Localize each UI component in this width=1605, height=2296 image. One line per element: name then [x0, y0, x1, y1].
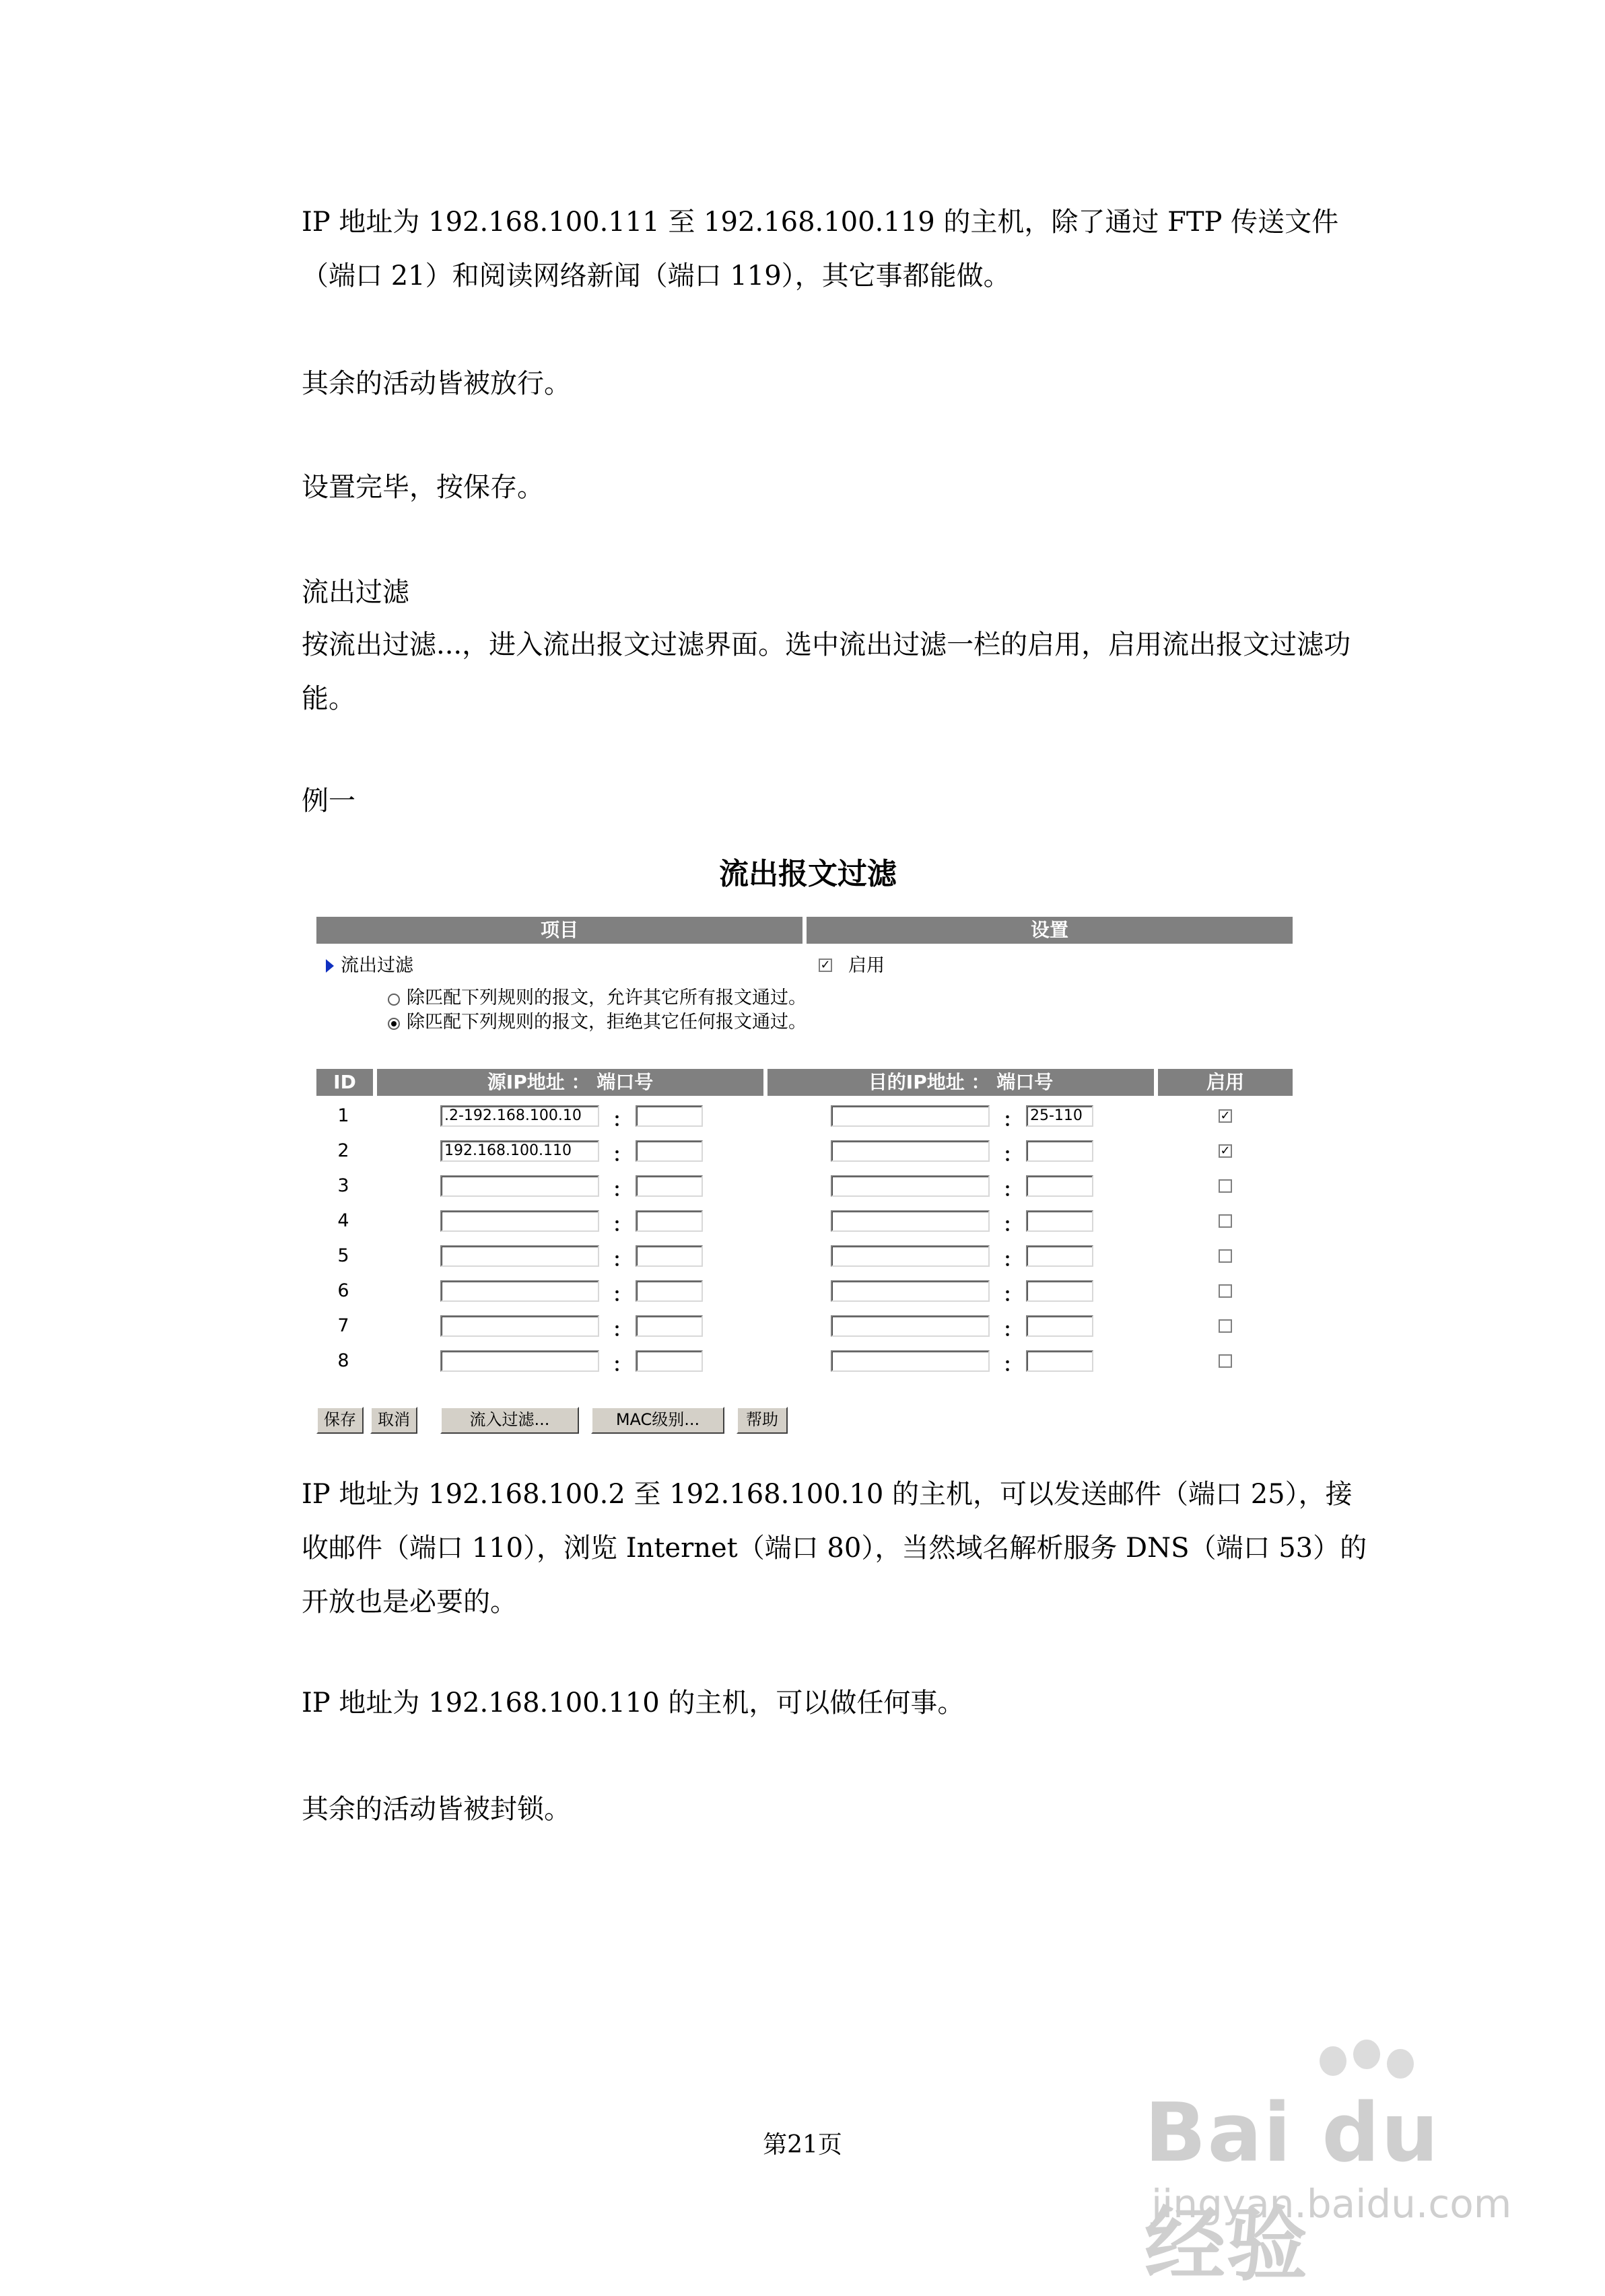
src-port-input[interactable] — [636, 1105, 703, 1127]
dst-ip-input[interactable] — [831, 1210, 990, 1232]
dst-port-input[interactable] — [1026, 1350, 1093, 1372]
row-enable-checkbox[interactable] — [1219, 1179, 1232, 1193]
colon: ： — [1003, 1249, 1023, 1271]
colon: ： — [1003, 1319, 1023, 1341]
col-enable: 启用 — [1158, 1069, 1293, 1096]
src-port-input[interactable] — [636, 1280, 703, 1302]
row-enable-checkbox[interactable]: ✓ — [1219, 1109, 1232, 1123]
colon: ： — [613, 1144, 632, 1166]
colon: ： — [613, 1284, 632, 1306]
src-port-input[interactable] — [636, 1175, 703, 1197]
paragraph-7: IP 地址为 192.168.100.110 的主机，可以做任何事。 — [302, 1688, 965, 1718]
page-number: 第21页 — [763, 2131, 842, 2159]
section-heading-outbound-filter: 流出过滤 — [302, 577, 409, 608]
row-id: 5 — [337, 1245, 349, 1266]
dst-ip-input[interactable] — [831, 1105, 990, 1127]
dst-ip-input[interactable] — [831, 1315, 990, 1337]
paragraph-2: 其余的活动皆被放行。 — [302, 368, 571, 399]
src-ip-input[interactable] — [440, 1175, 599, 1197]
dst-ip-input[interactable] — [831, 1175, 990, 1197]
dst-port-input[interactable] — [1026, 1280, 1093, 1302]
colon: ： — [613, 1179, 632, 1201]
header-setting: 设置 — [807, 917, 1293, 944]
dst-port-input[interactable] — [1026, 1315, 1093, 1337]
paragraph-6: IP 地址为 192.168.100.2 至 192.168.100.10 的主机，可以发送邮件（端口 25），接收邮件（端口 110），浏览 Internet（端口 80），当然域名解析服务 DNS（端口 53）的开放也是必要的。 — [302, 1479, 1367, 1617]
src-port-input[interactable] — [636, 1315, 703, 1337]
col-destination: 目的IP地址 ： 端口号 — [767, 1069, 1154, 1096]
dst-port-input[interactable] — [1026, 1140, 1093, 1162]
src-ip-input[interactable] — [440, 1210, 599, 1232]
mac-level-button[interactable]: MAC级别... — [591, 1407, 724, 1434]
colon: ： — [1003, 1214, 1023, 1236]
colon: ： — [1003, 1109, 1023, 1131]
colon: ： — [613, 1214, 632, 1236]
row-enable-checkbox[interactable] — [1219, 1214, 1232, 1228]
paw-icon — [1387, 2049, 1414, 2079]
colon: ： — [613, 1354, 632, 1376]
colon: ： — [613, 1319, 632, 1341]
baidu-watermark — [1145, 2046, 1522, 2292]
colon: ： — [613, 1249, 632, 1271]
row-id: 2 — [337, 1140, 349, 1161]
src-ip-input[interactable] — [440, 1245, 599, 1267]
enable-label: 启用 — [848, 955, 885, 976]
dst-port-input[interactable] — [1026, 1245, 1093, 1267]
enable-checkbox[interactable]: ✓ — [819, 959, 832, 972]
src-port-input[interactable] — [636, 1140, 703, 1162]
cancel-button[interactable]: 取消 — [370, 1407, 417, 1434]
dst-ip-input[interactable] — [831, 1140, 990, 1162]
col-source: 源IP地址 ： 端口号 — [377, 1069, 763, 1096]
dst-port-input[interactable] — [1026, 1175, 1093, 1197]
paw-icon — [1353, 2040, 1380, 2069]
colon: ： — [1003, 1179, 1023, 1201]
src-ip-input[interactable] — [440, 1350, 599, 1372]
colon: ： — [1003, 1284, 1023, 1306]
radio-deny-label: 除匹配下列规则的报文，拒绝其它任何报文通过。 — [407, 1012, 807, 1033]
arrow-icon — [326, 959, 334, 973]
header-item: 项目 — [316, 917, 802, 944]
save-button[interactable]: 保存 — [316, 1407, 364, 1434]
colon: ： — [1003, 1144, 1023, 1166]
src-ip-input[interactable]: .2-192.168.100.10 — [440, 1105, 599, 1127]
inbound-filter-button[interactable]: 流入过滤... — [440, 1407, 579, 1434]
row-enable-checkbox[interactable] — [1219, 1249, 1232, 1263]
watermark-logo: Bai du 经验 — [1145, 2087, 1440, 2292]
row-enable-checkbox[interactable] — [1219, 1284, 1232, 1298]
src-ip-input[interactable] — [440, 1315, 599, 1337]
example-label: 例一 — [302, 786, 355, 816]
colon: ： — [613, 1109, 632, 1131]
dst-ip-input[interactable] — [831, 1245, 990, 1267]
ui-title: 流出报文过滤 — [719, 857, 897, 891]
paragraph-8: 其余的活动皆被封锁。 — [302, 1794, 571, 1825]
row-id: 4 — [337, 1210, 349, 1231]
src-ip-input[interactable]: 192.168.100.110 — [440, 1140, 599, 1162]
row-enable-checkbox[interactable] — [1219, 1319, 1232, 1333]
dst-ip-input[interactable] — [831, 1350, 990, 1372]
src-port-input[interactable] — [636, 1245, 703, 1267]
src-ip-input[interactable] — [440, 1280, 599, 1302]
dst-ip-input[interactable] — [831, 1280, 990, 1302]
row-id: 1 — [337, 1105, 349, 1126]
filter-label: 流出过滤 — [341, 955, 413, 976]
src-port-input[interactable] — [636, 1210, 703, 1232]
row-id: 6 — [337, 1280, 349, 1301]
row-enable-checkbox[interactable]: ✓ — [1219, 1144, 1232, 1158]
radio-allow-label: 除匹配下列规则的报文，允许其它所有报文通过。 — [407, 987, 807, 1008]
dst-port-input[interactable] — [1026, 1210, 1093, 1232]
row-id: 3 — [337, 1175, 349, 1196]
radio-allow[interactable] — [388, 994, 400, 1006]
paragraph-1: IP 地址为 192.168.100.111 至 192.168.100.119 的主机，除了通过 FTP 传送文件（端口 21）和阅读网络新闻（端口 119），其它事都能做。 — [302, 207, 1339, 291]
watermark-url: jingyan.baidu.com — [1151, 2181, 1512, 2227]
col-id: ID — [316, 1069, 373, 1096]
src-port-input[interactable] — [636, 1350, 703, 1372]
paragraph-4: 按流出过滤...，进入流出报文过滤界面。选中流出过滤一栏的启用，启用流出报文过滤功能。 — [302, 629, 1351, 714]
row-enable-checkbox[interactable] — [1219, 1354, 1232, 1368]
radio-deny[interactable] — [388, 1018, 400, 1030]
row-id: 7 — [337, 1315, 349, 1336]
colon: ： — [1003, 1354, 1023, 1376]
dst-port-input[interactable]: 25-110 — [1026, 1105, 1093, 1127]
paragraph-3: 设置完毕，按保存。 — [302, 472, 544, 503]
paw-icon — [1320, 2046, 1346, 2076]
outbound-filter-panel — [316, 917, 1293, 1435]
row-id: 8 — [337, 1350, 349, 1371]
help-button[interactable]: 帮助 — [737, 1407, 788, 1434]
